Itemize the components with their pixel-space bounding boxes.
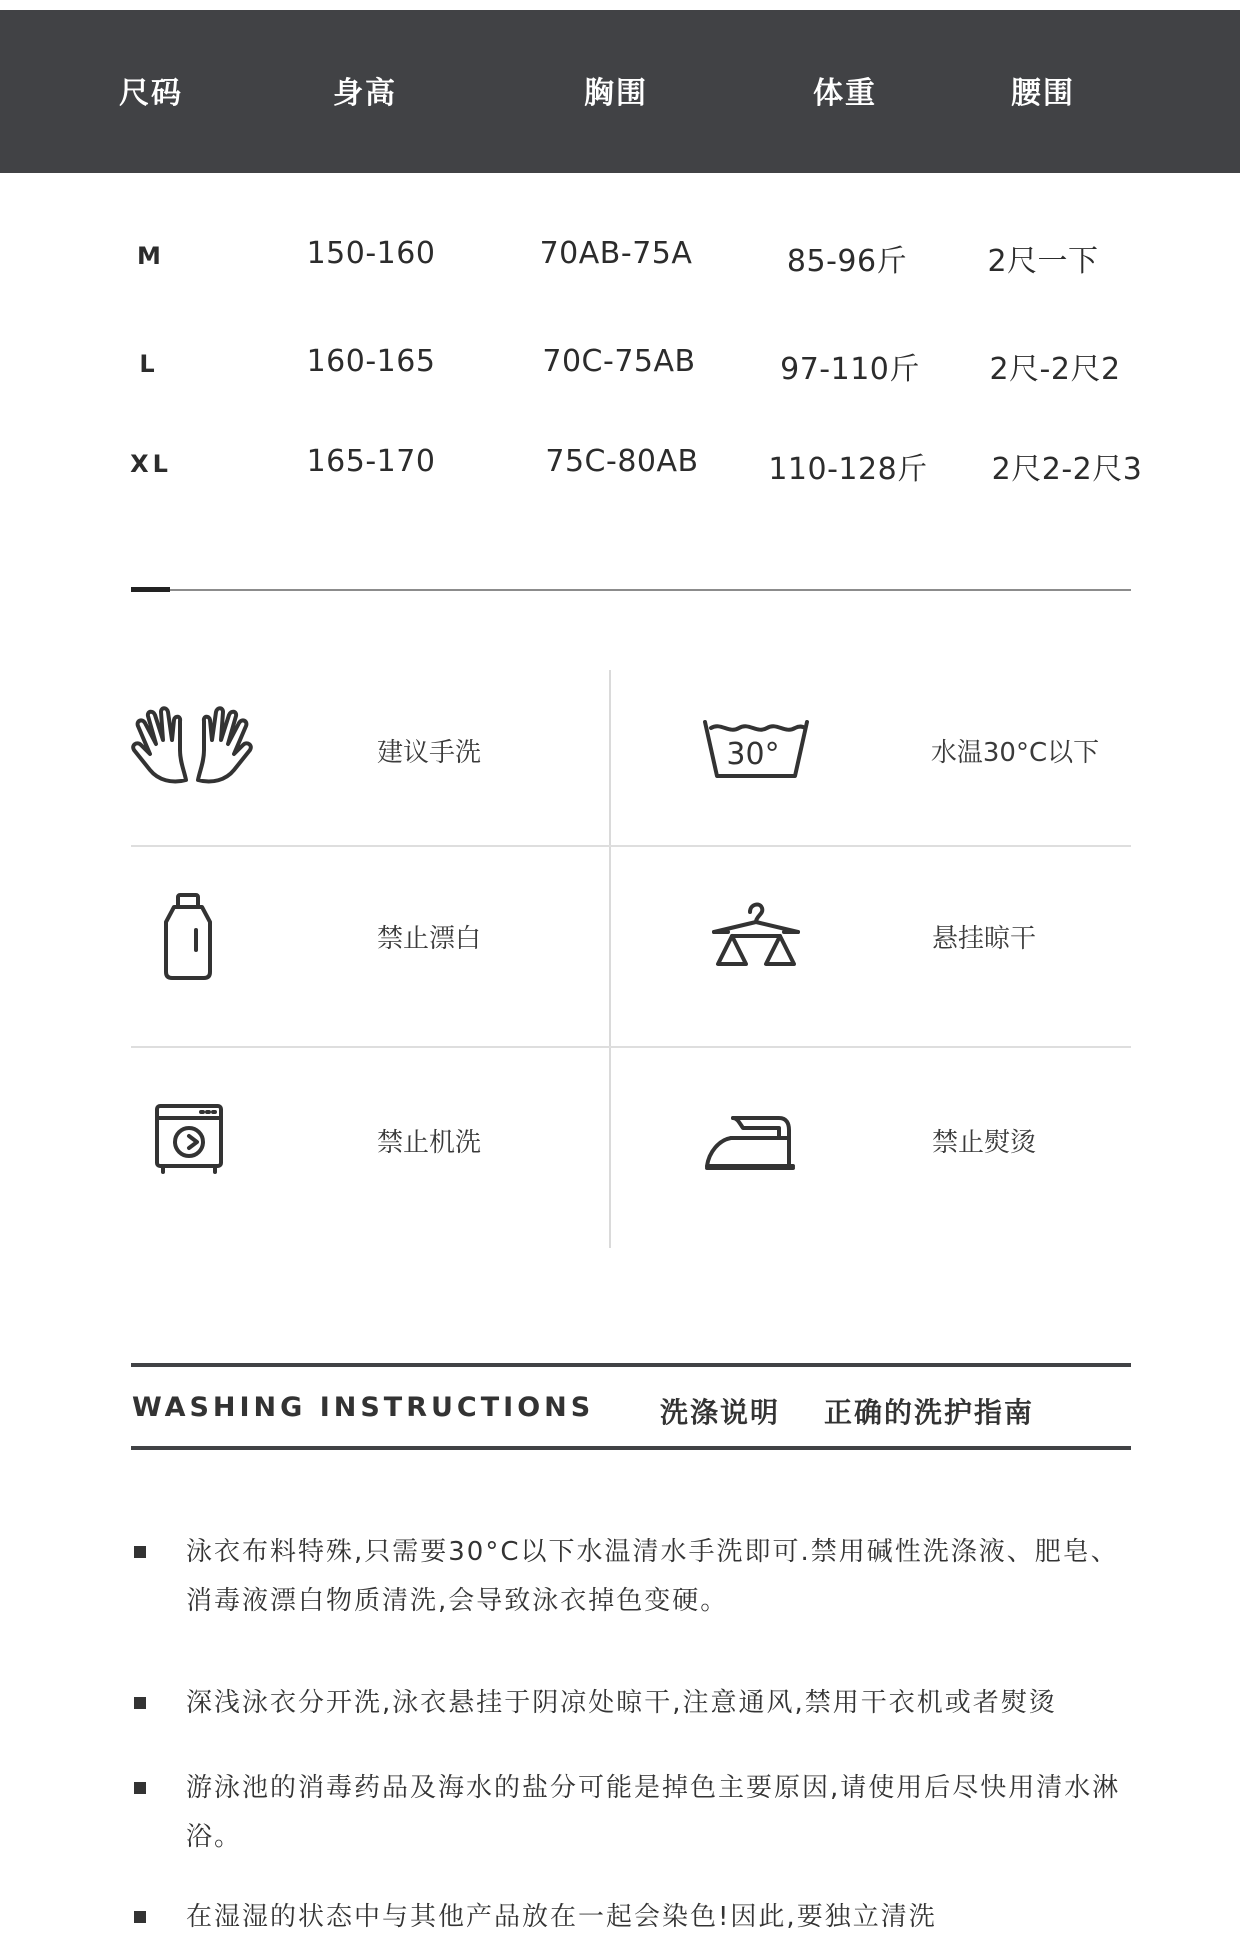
divider-accent [131,587,170,592]
cell-bust: 70AB-75A [539,236,693,271]
washing-bar-bottom [131,1446,1131,1450]
instruction-text: 游泳池的消毒药品及海水的盐分可能是掉色主要原因,请使用后尽快用清水淋浴。 [186,1773,1121,1852]
cell-height: 150-160 [306,236,436,271]
grid-vertical-line [609,670,611,1248]
washing-title-en: WASHING INSTRUCTIONS [132,1392,595,1423]
cell-height: 160-165 [306,344,436,379]
header-waist: 腰围 [1011,76,1075,111]
cell-waist: 2尺2-2尺3 [991,452,1143,487]
section-divider [131,589,1131,591]
header-bust: 胸围 [584,76,648,111]
cell-weight: 110-128斤 [768,452,928,487]
care-label-no-machine-wash: 禁止机洗 [376,1128,482,1158]
instruction-text: 在湿湿的状态中与其他产品放在一起会染色!因此,要独立清洗 [186,1902,937,1932]
care-label-no-bleach: 禁止漂白 [376,924,482,954]
instruction-text: 泳衣布料特殊,只需要30°C以下水温清水手洗即可.禁用碱性洗涤液、肥皂、消毒液漂白物质清洗,会导致泳衣掉色变硬。 [186,1537,1119,1616]
cell-bust: 70C-75AB [542,344,696,379]
header-weight: 体重 [813,76,877,111]
hand-wash-icon [128,704,256,788]
hang-dry-icon [708,898,804,972]
cell-waist: 2尺-2尺2 [989,352,1121,387]
cell-size: M [137,242,165,270]
care-label-wash-temp: 水温30°C以下 [930,738,1100,768]
washing-subtitle-cn: 正确的洗护指南 [824,1396,1035,1429]
washing-bar-top [131,1363,1131,1367]
wash-30-icon [703,718,809,780]
grid-horizontal-line [131,1046,1131,1048]
header-height: 身高 [333,76,397,111]
care-label-hand-wash: 建议手洗 [376,738,482,768]
care-label-no-iron: 禁止熨烫 [931,1128,1037,1158]
washing-title-cn: 洗涤说明 [660,1396,781,1429]
wash-temp-symbol: 30° [726,737,780,772]
cell-waist: 2尺一下 [987,244,1099,279]
bullet-icon [134,1782,146,1794]
no-iron-icon [703,1112,797,1172]
size-table-header [0,10,1240,173]
cell-weight: 97-110斤 [780,352,920,387]
bullet-icon [134,1911,146,1923]
cell-weight: 85-96斤 [786,244,908,279]
cell-size: XL [130,450,172,478]
instruction-text: 深浅泳衣分开洗,泳衣悬挂于阴凉处晾干,注意通风,禁用干衣机或者熨烫 [186,1688,1057,1718]
grid-horizontal-line [131,845,1131,847]
bullet-icon [134,1546,146,1558]
cell-bust: 75C-80AB [545,444,699,479]
bullet-icon [134,1697,146,1709]
care-label-hang-dry: 悬挂晾干 [931,924,1037,954]
cell-size: L [139,350,159,378]
header-size: 尺码 [119,76,183,111]
no-bleach-icon [160,892,216,980]
cell-height: 165-170 [306,444,436,479]
no-machine-wash-icon [153,1102,225,1174]
